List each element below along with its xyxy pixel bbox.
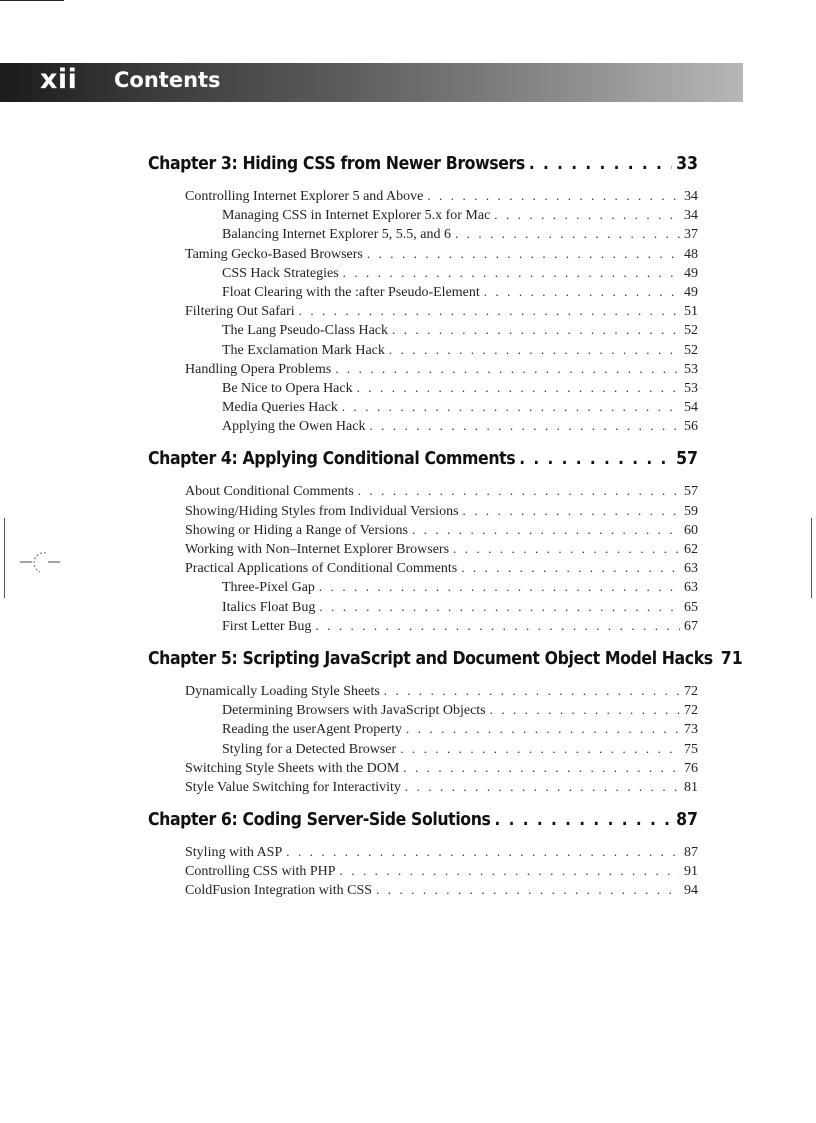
toc-subsection-entry[interactable] [148, 282, 698, 301]
entry-page-number: 72 [684, 683, 698, 699]
dot-leader [342, 397, 680, 416]
entry-title: About Conditional Comments [185, 484, 354, 500]
entry-page-number: 48 [684, 246, 698, 262]
dot-leader [427, 186, 680, 205]
chapter-entry-list [148, 186, 698, 435]
dot-leader [369, 416, 680, 435]
chapter-page-number: 71 [720, 648, 743, 669]
dot-leader [455, 224, 680, 243]
entry-title: Controlling Internet Explorer 5 and Above [185, 189, 424, 204]
dot-leader [529, 150, 672, 178]
entry-title: Applying the Owen Hack [222, 419, 366, 435]
entry-title: Taming Gecko-Based Browsers [185, 246, 363, 262]
dot-leader [400, 739, 680, 758]
entry-title: Switching Style Sheets with the DOM [185, 760, 400, 776]
dot-leader [319, 577, 680, 596]
entry-page-number: 62 [684, 542, 698, 557]
dot-leader [319, 597, 680, 616]
entry-title: Controlling CSS with PHP [185, 864, 336, 880]
entry-page-number: 73 [684, 722, 698, 738]
entry-title: Style Value Switching for Interactivity [185, 779, 401, 795]
entry-page-number: 34 [684, 189, 698, 204]
toc-section-entry[interactable] [148, 681, 698, 700]
chapter-heading[interactable] [148, 806, 698, 834]
entry-title: Media Queries Hack [222, 400, 338, 416]
toc-subsection-entry[interactable] [148, 205, 698, 224]
entry-page-number: 53 [684, 380, 698, 396]
dot-leader [412, 520, 680, 539]
toc-section-entry[interactable] [148, 758, 698, 777]
entry-page-number: 37 [684, 227, 698, 243]
dot-leader [403, 758, 680, 777]
entry-title: Determining Browsers with JavaScript Objects [222, 703, 486, 719]
chapter-title: Chapter 4: Applying Conditional Comments [148, 449, 516, 470]
section-title: Contents [114, 68, 221, 92]
chapter-title: Chapter 5: Scripting JavaScript and Document Object Model Hacks [148, 648, 713, 669]
toc-section-entry[interactable] [148, 558, 698, 577]
toc-chapter [148, 445, 698, 635]
entry-page-number: 54 [684, 400, 698, 416]
dot-leader [335, 359, 680, 378]
entry-page-number: 56 [684, 419, 698, 435]
chapter-entry-list [148, 681, 698, 796]
registration-mark-icon [20, 548, 60, 578]
entry-title: Dynamically Loading Style Sheets [185, 683, 380, 699]
toc-chapter [148, 806, 698, 900]
dot-leader [494, 205, 680, 224]
dot-leader [286, 842, 680, 861]
chapter-page-number: 33 [676, 154, 698, 174]
toc-subsection-entry[interactable] [148, 616, 698, 635]
dot-leader [406, 719, 680, 738]
toc-section-entry[interactable] [148, 501, 698, 520]
entry-title: Working with Non–Internet Explorer Browsers [185, 542, 450, 557]
dot-leader [343, 263, 680, 282]
toc-section-entry[interactable] [148, 301, 698, 320]
entry-page-number: 49 [684, 284, 698, 300]
margin-mark-right [811, 518, 812, 598]
entry-page-number: 34 [684, 208, 698, 224]
dot-leader [463, 501, 680, 520]
toc-section-entry[interactable] [148, 186, 698, 205]
entry-title: Filtering Out Safari [185, 304, 295, 320]
toc-subsection-entry[interactable] [148, 577, 698, 596]
toc-section-entry[interactable] [148, 520, 698, 539]
toc-subsection-entry[interactable] [148, 700, 698, 719]
toc-section-entry[interactable] [148, 842, 698, 861]
toc-subsection-entry[interactable] [148, 397, 698, 416]
toc-section-entry[interactable] [148, 481, 698, 500]
entry-page-number: 81 [684, 779, 698, 795]
dot-leader [490, 700, 680, 719]
entry-title: Showing/Hiding Styles from Individual Versions [185, 503, 459, 519]
toc-subsection-entry[interactable] [148, 263, 698, 282]
entry-title: The Exclamation Mark Hack [222, 342, 385, 358]
entry-title: First Letter Bug [222, 618, 312, 634]
dot-leader [389, 340, 680, 359]
chapter-page-number: 57 [676, 449, 698, 470]
dot-leader [340, 861, 680, 880]
toc-subsection-entry[interactable] [148, 224, 698, 243]
entry-page-number: 51 [684, 304, 698, 320]
toc-section-entry[interactable] [148, 539, 698, 558]
chapter-title: Chapter 3: Hiding CSS from Newer Browsers [148, 154, 525, 174]
table-of-contents [148, 150, 743, 910]
entry-title: Italics Float Bug [222, 599, 316, 615]
entry-page-number: 52 [684, 342, 698, 358]
entry-title: Reading the userAgent Property [222, 722, 403, 738]
toc-subsection-entry[interactable] [148, 320, 698, 339]
toc-subsection-entry[interactable] [148, 340, 698, 359]
entry-page-number: 72 [684, 703, 698, 719]
toc-section-entry[interactable] [148, 359, 698, 378]
dot-leader [315, 616, 680, 635]
dot-leader [392, 320, 680, 339]
crop-mark [0, 0, 64, 1]
dot-leader [519, 445, 672, 473]
entry-page-number: 91 [684, 864, 698, 880]
dot-leader [384, 681, 680, 700]
entry-page-number: 75 [684, 741, 698, 757]
toc-subsection-entry[interactable] [148, 378, 698, 397]
dot-leader [453, 539, 680, 558]
entry-title: Be Nice to Opera Hack [222, 380, 353, 396]
entry-title: Float Clearing with the :after Pseudo-Element [222, 284, 480, 300]
entry-title: Styling for a Detected Browser [222, 741, 397, 757]
entry-page-number: 63 [684, 580, 698, 596]
entry-title: Managing CSS in Internet Explorer 5.x for Mac [222, 208, 491, 224]
dot-leader [357, 378, 680, 397]
dot-leader [376, 880, 680, 899]
chapter-title: Chapter 6: Coding Server-Side Solutions [148, 810, 491, 831]
chapter-heading[interactable] [148, 445, 698, 473]
dot-leader [405, 777, 680, 796]
header-banner [0, 63, 743, 102]
entry-page-number: 59 [684, 503, 698, 519]
toc-section-entry[interactable] [148, 244, 698, 263]
toc-subsection-entry[interactable] [148, 739, 698, 758]
toc-subsection-entry[interactable] [148, 719, 698, 738]
toc-section-entry[interactable] [148, 861, 698, 880]
entry-title: CSS Hack Strategies [222, 265, 339, 281]
dot-leader [367, 244, 680, 263]
margin-mark-left [4, 518, 5, 598]
entry-title: Styling with ASP [185, 845, 283, 861]
dot-leader [461, 558, 680, 577]
toc-chapter [148, 645, 743, 796]
toc-subsection-entry[interactable] [148, 416, 698, 435]
entry-page-number: 63 [684, 561, 698, 577]
entry-title: ColdFusion Integration with CSS [185, 883, 373, 899]
chapter-entry-list [148, 481, 698, 635]
dot-leader [358, 481, 680, 500]
entry-page-number: 94 [684, 883, 698, 899]
dot-leader [495, 806, 673, 834]
entry-title: Practical Applications of Conditional Comments [185, 561, 458, 577]
chapter-heading[interactable] [148, 150, 698, 178]
entry-page-number: 65 [684, 599, 698, 615]
page-number: xii [40, 64, 78, 95]
toc-chapter [148, 150, 698, 435]
entry-page-number: 52 [684, 323, 698, 339]
entry-page-number: 57 [684, 484, 698, 500]
entry-title: Handling Opera Problems [185, 361, 332, 377]
entry-page-number: 76 [684, 760, 698, 776]
entry-title: The Lang Pseudo-Class Hack [222, 323, 389, 339]
entry-page-number: 53 [684, 361, 698, 377]
entry-title: Balancing Internet Explorer 5, 5.5, and 6 [222, 227, 451, 243]
entry-page-number: 60 [684, 522, 698, 538]
toc-subsection-entry[interactable] [148, 597, 698, 616]
dot-leader [484, 282, 680, 301]
toc-section-entry[interactable] [148, 777, 698, 796]
entry-page-number: 67 [684, 618, 698, 634]
toc-section-entry[interactable] [148, 880, 698, 899]
entry-page-number: 87 [684, 845, 698, 861]
entry-page-number: 49 [684, 265, 698, 281]
dot-leader [299, 301, 680, 320]
entry-title: Showing or Hiding a Range of Versions [185, 522, 408, 538]
chapter-page-number: 87 [676, 810, 698, 831]
entry-title: Three-Pixel Gap [222, 580, 315, 596]
chapter-heading[interactable] [148, 645, 743, 673]
chapter-entry-list [148, 842, 698, 900]
